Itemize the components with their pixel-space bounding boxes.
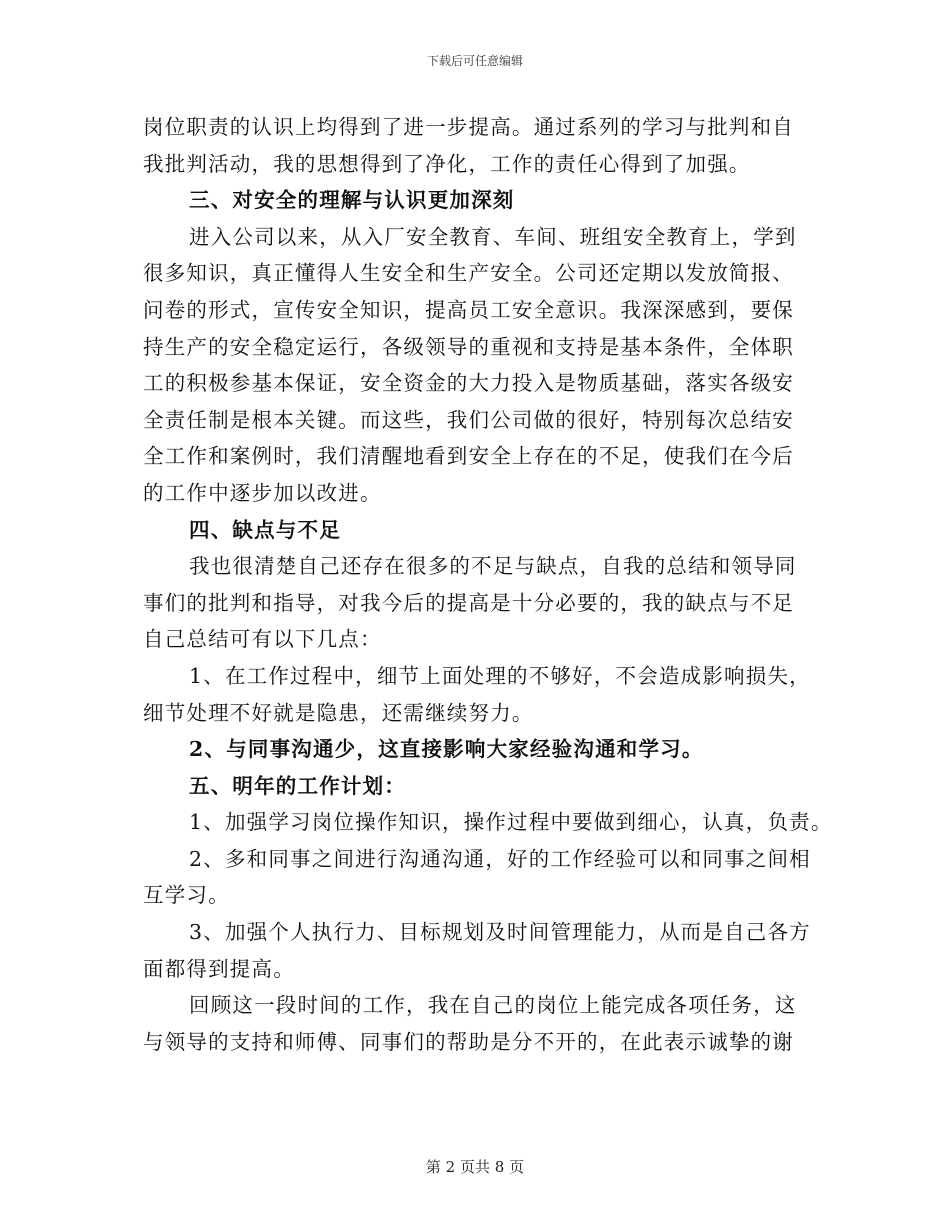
body-text-line: 问卷的形式，宣传安全知识，提高员工安全意识。我深深感到，要保 <box>143 297 794 322</box>
page-header: 下载后可任意编辑 <box>426 54 523 68</box>
body-text-line: 持生产的安全稳定运行，各级领导的重视和支持是基本条件，全体职 <box>143 334 794 359</box>
body-text-line: 进入公司以来，从入厂安全教育、车间、班组安全教育上，学到 <box>189 224 797 249</box>
section-heading-line: 五、明年的工作计划： <box>189 773 406 798</box>
section-heading-line: 2、与同事沟通少，这直接影响大家经验沟通和学习。 <box>189 737 704 762</box>
body-text-line: 工的积极参基本保证，安全资金的大力投入是物质基础，落实各级安 <box>143 371 794 396</box>
body-text-line: 面都得到提高。 <box>143 956 295 981</box>
body-text-line: 很多知识，真正懂得人生安全和生产安全。公司还定期以发放简报、 <box>143 261 794 286</box>
body-text-line: 细节处理不好就是隐患，还需继续努力。 <box>143 700 534 725</box>
body-text-line: 回顾这一段时间的工作，我在自己的岗位上能完成各项任务，这 <box>189 993 797 1018</box>
section-heading-line: 三、对安全的理解与认识更加深刻 <box>189 188 515 213</box>
page-footer: 第 2 页共 8 页 <box>425 1158 525 1176</box>
body-text-line: 2、多和同事之间进行沟通沟通，好的工作经验可以和同事之间相 <box>189 846 811 871</box>
body-text-line: 岗位职责的认识上均得到了进一步提高。通过系列的学习与批判和自 <box>143 115 794 139</box>
body-text-line: 3、加强个人执行力、目标规划及时间管理能力，从而是自己各方 <box>189 920 811 945</box>
body-text-line: 1、在工作过程中，细节上面处理的不够好，不会造成影响损失， <box>189 663 811 688</box>
body-text-line: 事们的批判和指导，对我今后的提高是十分必要的，我的缺点与不足 <box>143 590 794 615</box>
section-heading-line: 四、缺点与不足 <box>189 517 341 542</box>
document-body <box>143 109 833 1060</box>
body-text-line: 自己总结可有以下几点： <box>143 627 382 652</box>
body-text-line: 我也很清楚自己还存在很多的不足与缺点，自我的总结和领导同 <box>189 554 797 579</box>
body-text-line: 全责任制是根本关键。而这些，我们公司做的很好，特别每次总结安 <box>143 407 794 432</box>
body-text-line: 我批判活动，我的思想得到了净化，工作的责任心得到了加强。 <box>143 151 751 176</box>
body-text-line: 互学习。 <box>143 883 230 908</box>
body-text-line: 1、加强学习岗位操作知识，操作过程中要做到细心，认真，负责。 <box>189 810 833 835</box>
body-text-line: 的工作中逐步加以改进。 <box>143 480 382 505</box>
body-text-line: 与领导的支持和师傅、同事们的帮助是分不开的，在此表示诚挚的谢 <box>143 1029 794 1054</box>
body-text-line: 全工作和案例时，我们清醒地看到安全上存在的不足，使我们在今后 <box>143 444 794 469</box>
